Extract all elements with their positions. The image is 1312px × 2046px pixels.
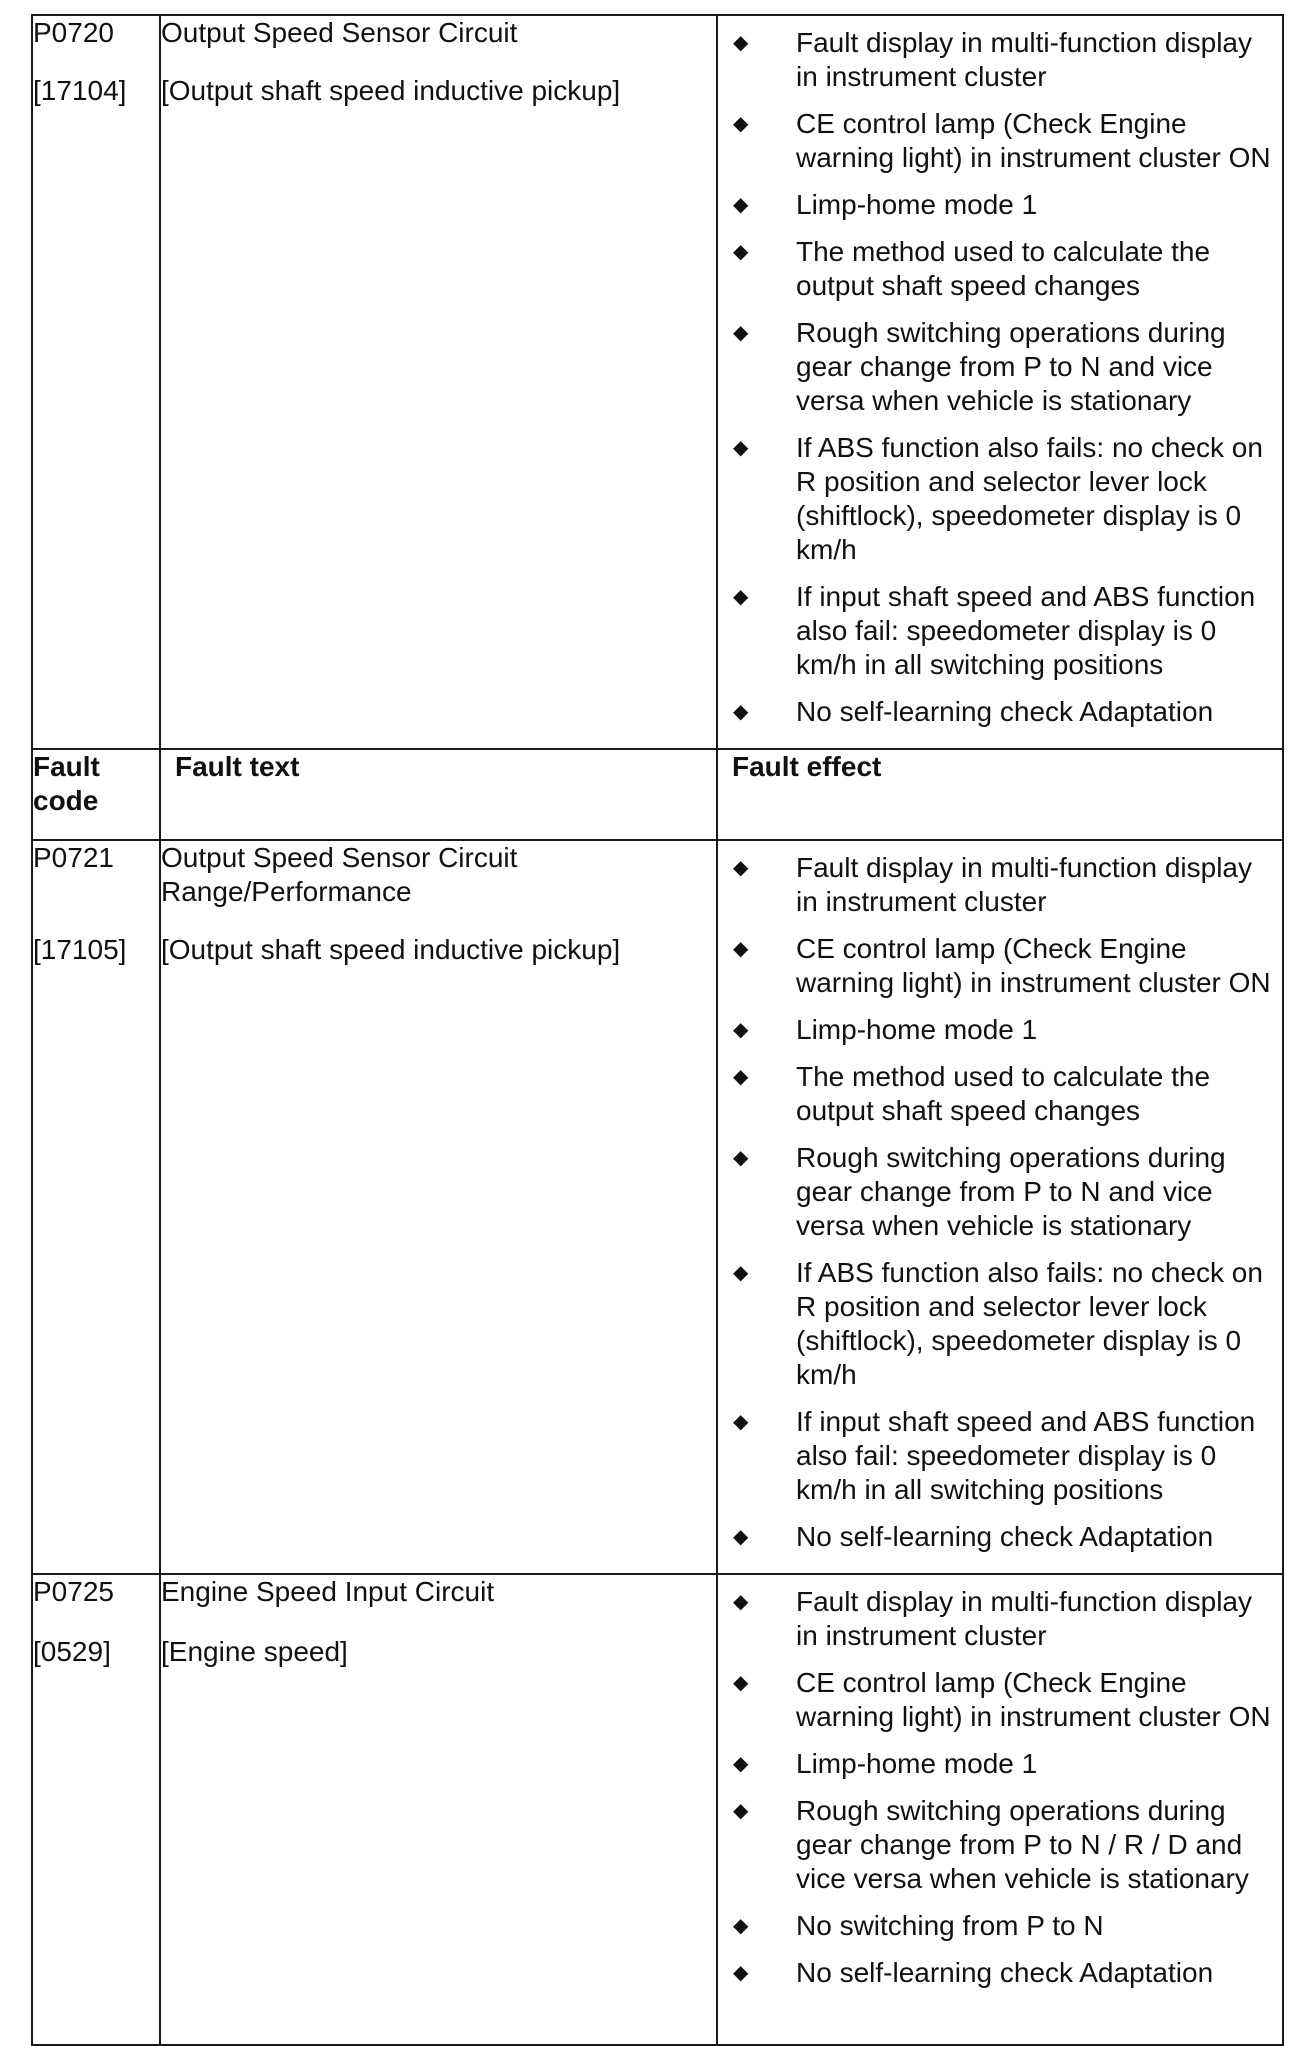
list-item (718, 932, 1272, 1000)
list-item (718, 1013, 1272, 1047)
diamond-bullet-icon: ◆ (733, 32, 749, 54)
fault-effect-text: No switching from P to N (796, 1910, 1104, 1941)
diamond-bullet-icon: ◆ (733, 1019, 749, 1041)
fault-effect-text: Fault display in multi-function display in instrument cluster (796, 27, 1252, 92)
table-row (32, 840, 1283, 1574)
fault-code: P0725 (33, 1576, 114, 1607)
fault-effect-list (718, 841, 1282, 1573)
diamond-bullet-icon: ◆ (733, 1411, 749, 1433)
fault-effect-text: The method used to calculate the output shaft speed changes (796, 1061, 1211, 1126)
list-item (718, 1956, 1272, 1990)
fault-effect-text: CE control lamp (Check Engine warning light) in instrument cluster ON (796, 933, 1271, 998)
diamond-bullet-icon: ◆ (733, 241, 749, 263)
list-item (718, 851, 1272, 919)
diamond-bullet-icon: ◆ (733, 1066, 749, 1088)
list-item (718, 316, 1272, 418)
fault-effect-text: Fault display in multi-function display in instrument cluster (796, 852, 1252, 917)
table-row (32, 15, 1283, 749)
fault-effect-text: Rough switching operations during gear change from P to N and vice versa when vehicle is stationary (796, 317, 1226, 416)
fault-effect-cell (717, 15, 1283, 749)
fault-sub-text: [Output shaft speed inductive pickup] (161, 75, 621, 106)
diamond-bullet-icon: ◆ (733, 194, 749, 216)
fault-effect-text: No self-learning check Adaptation (796, 696, 1214, 727)
fault-effect-text: If input shaft speed and ABS function also fail: speedometer display is 0 km/h in all switching positions (796, 1406, 1256, 1505)
diamond-bullet-icon: ◆ (733, 701, 749, 723)
diamond-bullet-icon: ◆ (733, 1147, 749, 1169)
fault-effect-text: No self-learning check Adaptation (796, 1521, 1214, 1552)
diamond-bullet-icon: ◆ (733, 1753, 749, 1775)
fault-effect-text: Limp-home mode 1 (796, 1014, 1038, 1045)
fault-text-cell (160, 15, 717, 749)
diamond-bullet-icon: ◆ (733, 1591, 749, 1613)
fault-effect-text: CE control lamp (Check Engine warning light) in instrument cluster ON (796, 108, 1271, 173)
fault-effect-cell (717, 1574, 1283, 2045)
list-item (718, 1060, 1272, 1128)
list-item (718, 695, 1272, 729)
fault-sub-text: [Engine speed] (161, 1636, 348, 1667)
list-item (718, 1520, 1272, 1554)
fault-text: Output Speed Sensor Circuit Range/Performance (161, 842, 518, 907)
list-item (718, 431, 1272, 567)
column-header-fault-effect: Fault effect (717, 749, 1283, 840)
list-item (718, 1141, 1272, 1243)
fault-table (31, 14, 1284, 2046)
diamond-bullet-icon: ◆ (733, 1526, 749, 1548)
fault-text-cell (160, 840, 717, 1574)
fault-effect-text: Limp-home mode 1 (796, 189, 1038, 220)
list-item (718, 1747, 1272, 1781)
fault-sub-text: [Output shaft speed inductive pickup] (161, 934, 621, 965)
column-header-fault-code: Fault code (32, 749, 160, 840)
list-item (718, 1256, 1272, 1392)
diamond-bullet-icon: ◆ (733, 1672, 749, 1694)
fault-effect-text: If input shaft speed and ABS function also fail: speedometer display is 0 km/h in all switching positions (796, 581, 1256, 680)
diamond-bullet-icon: ◆ (733, 938, 749, 960)
fault-effect-list (718, 1575, 1282, 2009)
diamond-bullet-icon: ◆ (733, 1962, 749, 1984)
fault-effect-text: CE control lamp (Check Engine warning light) in instrument cluster ON (796, 1667, 1271, 1732)
table-header-row (32, 749, 1283, 840)
list-item (718, 580, 1272, 682)
fault-effect-text: Limp-home mode 1 (796, 1748, 1038, 1779)
fault-effect-text: Rough switching operations during gear change from P to N and vice versa when vehicle is stationary (796, 1142, 1226, 1241)
list-item (718, 1666, 1272, 1734)
fault-text-cell (160, 1574, 717, 2045)
fault-effect-cell (717, 840, 1283, 1574)
fault-sub-code: [17105] (33, 934, 127, 965)
fault-effect-text: No self-learning check Adaptation (796, 1957, 1214, 1988)
fault-text: Output Speed Sensor Circuit (161, 17, 518, 48)
fault-effect-text: If ABS function also fails: no check on R position and selector lever lock (shiftlock), speedometer display is 0 km/h (796, 1257, 1263, 1390)
fault-text: Engine Speed Input Circuit (161, 1576, 495, 1607)
fault-effect-text: Rough switching operations during gear change from P to N / R / D and vice versa when vehicle is stationary (796, 1795, 1249, 1894)
fault-effect-list (718, 16, 1282, 748)
list-item (718, 26, 1272, 94)
fault-effect-text: Fault display in multi-function display in instrument cluster (796, 1586, 1252, 1651)
diamond-bullet-icon: ◆ (733, 1800, 749, 1822)
diamond-bullet-icon: ◆ (733, 1262, 749, 1284)
diamond-bullet-icon: ◆ (733, 113, 749, 135)
diamond-bullet-icon: ◆ (733, 437, 749, 459)
column-header-fault-text: Fault text (160, 749, 717, 840)
list-item (718, 1909, 1272, 1943)
fault-code-cell (32, 15, 160, 749)
fault-code: P0721 (33, 842, 114, 873)
diamond-bullet-icon: ◆ (733, 586, 749, 608)
fault-code-cell (32, 840, 160, 1574)
diamond-bullet-icon: ◆ (733, 322, 749, 344)
list-item (718, 235, 1272, 303)
table-row (32, 1574, 1283, 2045)
fault-effect-text: If ABS function also fails: no check on R position and selector lever lock (shiftlock), speedometer display is 0 km/h (796, 432, 1263, 565)
list-item (718, 107, 1272, 175)
fault-sub-code: [0529] (33, 1636, 111, 1667)
list-item (718, 1405, 1272, 1507)
fault-code-cell (32, 1574, 160, 2045)
fault-effect-text: The method used to calculate the output shaft speed changes (796, 236, 1211, 301)
list-item (718, 1585, 1272, 1653)
list-item (718, 1794, 1272, 1896)
list-item (718, 188, 1272, 222)
fault-code: P0720 (33, 17, 114, 48)
diamond-bullet-icon: ◆ (733, 857, 749, 879)
diamond-bullet-icon: ◆ (733, 1915, 749, 1937)
fault-sub-code: [17104] (33, 75, 127, 106)
